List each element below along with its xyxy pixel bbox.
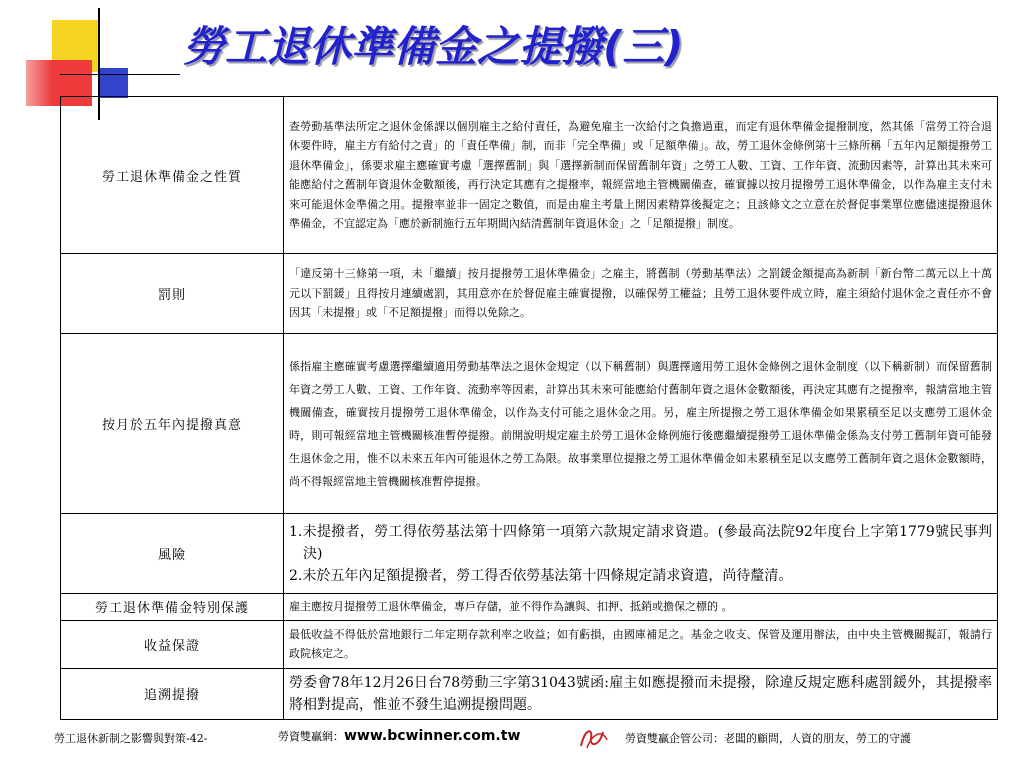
content-table — [60, 96, 998, 720]
table-row — [61, 97, 998, 254]
risk-item: 2.未於五年內足額提撥者，勞工得否依勞基法第十四條規定請求資遣，尚待釐清。 — [289, 567, 793, 584]
row-content — [284, 514, 998, 594]
row-label: 罰則 — [61, 254, 284, 334]
table-row — [61, 254, 998, 334]
table-row — [61, 594, 998, 621]
footer-site-url[interactable]: www.bcwinner.com.tw — [344, 728, 521, 744]
risk-item: 1.未提撥者，勞工得依勞基法第十四條第一項第六款規定請求資遣。(參最高法院92年度台上字第1779號民事判決) — [289, 523, 992, 562]
footer-right-text: 勞資雙贏企管公司：老闆的顧問，人資的朋友，勞工的守護 — [625, 732, 911, 745]
row-content: 係指雇主應確實考慮選擇繼續適用勞動基準法之退休金規定（以下稱舊制）與選擇適用勞工退休金條例之退休金制度（以下稱新制）而保留舊制年資之勞工人數、工資、工作年資、流動率等因素，計算出其未來可能應給付舊制年資之退休金數額後，再決定其應有之提撥率，報請當地主管機關備查，確實按月提撥勞工退休準備金，以作為支付可能之退休金之用。另，雇主所提撥之勞工退休準備金如果累積至足以支應勞工退休金時，則可報經當地主管機關核准暫停提撥。前開說明規定雇主於勞工退休金條例施行後應繼續提撥勞工退休準備金係為支付勞工舊制年資可能發生退休金之用，惟不以未來五年內可能退休之勞工為限。故事業單位提撥之勞工退休準備金如未累積至足以支應勞工舊制年資之退休金數額時，尚不得報經當地主管機關核准暫停提撥。 — [284, 334, 998, 514]
company-logo-icon — [577, 726, 613, 750]
row-label: 按月於五年內提撥真意 — [61, 334, 284, 514]
deco-blue-square — [98, 68, 128, 98]
footer-site — [278, 728, 520, 744]
row-content: 查勞動基準法所定之退休金係課以個別雇主之給付責任，為避免雇主一次給付之負擔過重，而定有退休準備金提撥制度，然其係「當勞工符合退休要件時，雇主方有給付之責」的「責任準備」制，而非「完全準備」或「足額準備」。故，勞工退休金條例第十三條所稱「五年內足額提撥勞工退休準備金」，係要求雇主應確實考慮「選擇舊制」與「選擇新制而保留舊制年資」之勞工人數、工資、工作年資、流動因素等，計算出其未來可能應給付之舊制年資退休金數額後，再行決定其應有之提撥率，報經當地主管機關備查，確實據以按月提撥勞工退休準備金，以作為雇主支付未來可能退休金準備之用。提撥率並非一固定之數值，而是由雇主考量上開因素精算後擬定之；且該條文之立意在於督促事業單位應儘速提撥退休準備金，不宜認定為「應於新制施行五年期間內結清舊制年資退休金」之「足額提撥」制度。 — [284, 97, 998, 254]
row-label: 收益保證 — [61, 620, 284, 668]
table-row — [61, 334, 998, 514]
row-content: 雇主應按月提撥勞工退休準備金，專戶存儲，並不得作為讓與、扣押、抵銷或擔保之標的 。 — [284, 594, 998, 621]
footer — [0, 726, 1024, 748]
row-content: 「違反第十三條第一項，未「繼續」按月提撥勞工退休準備金」之雇主，將舊制（勞動基準法）之罰鍰金額提高為新制「新台幣二萬元以上十萬元以下罰鍰」且得按月連續處罰，其用意亦在於督促雇主確實提撥，以確保勞工權益；且勞工退休要件成立時，雇主須給付退休金之責任亦不會因其「未提撥」或「不足額提撥」而得以免除之。 — [284, 254, 998, 334]
row-content: 最低收益不得低於當地銀行二年定期存款利率之收益；如有虧損，由國庫補足之。基金之收支、保管及運用辦法，由中央主管機關擬訂，報請行政院核定之。 — [284, 620, 998, 668]
deco-horizontal-line — [60, 74, 180, 75]
footer-site-label: 勞資雙贏網： — [278, 730, 344, 743]
row-label: 勞工退休準備金特別保護 — [61, 594, 284, 621]
page-title: 勞工退休準備金之提撥(三) — [183, 22, 684, 71]
row-label: 追溯提撥 — [61, 668, 284, 719]
table-row — [61, 620, 998, 668]
row-content: 勞委會78年12月26日台78勞動三字第31043號函:雇主如應提撥而未提撥，除違反規定應科處罰鍰外，其提撥率將相對提高，惟並不發生追溯提撥問題。 — [284, 668, 998, 719]
table-row — [61, 668, 998, 719]
row-label: 風險 — [61, 514, 284, 594]
footer-left-text: 勞工退休新制之影響與對策-42- — [54, 732, 208, 745]
table-row — [61, 514, 998, 594]
row-label: 勞工退休準備金之性質 — [61, 97, 284, 254]
